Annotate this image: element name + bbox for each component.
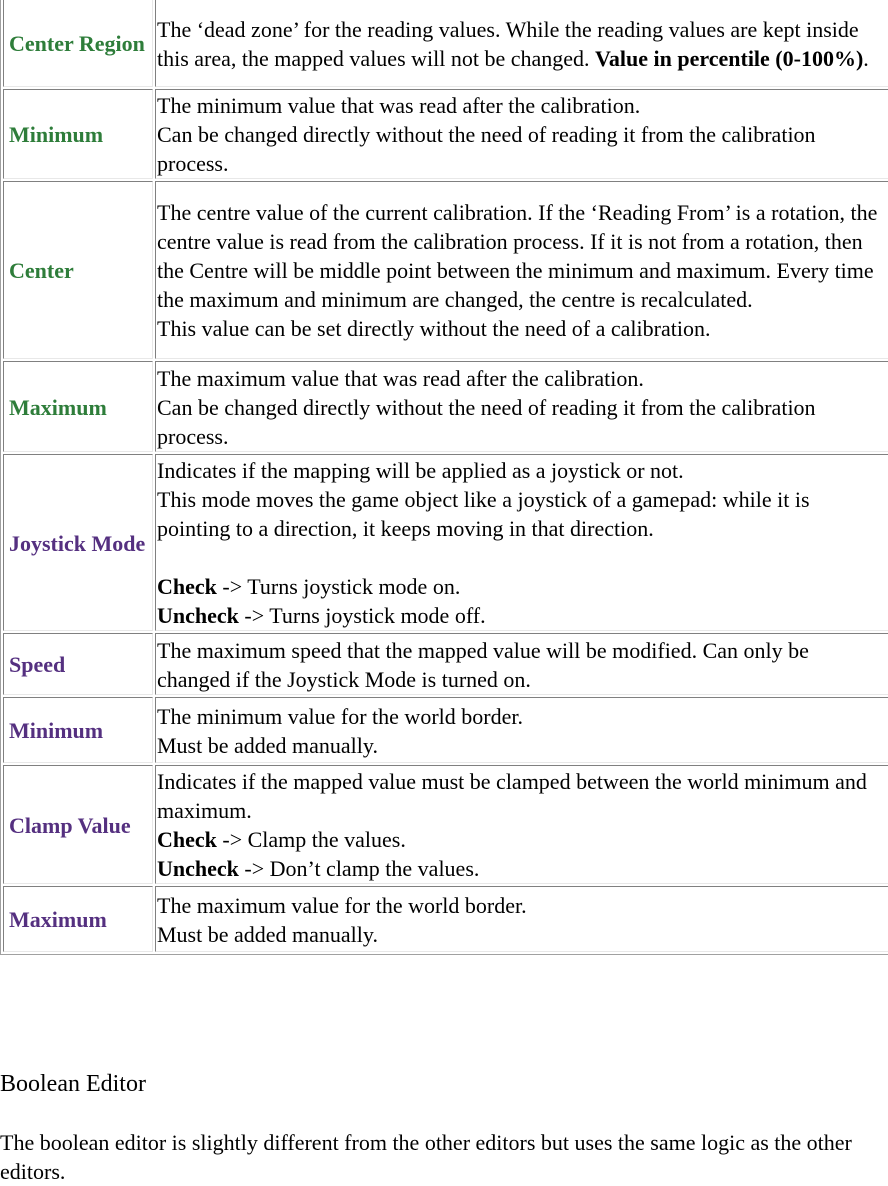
term-joystick-mode: Joystick Mode	[3, 454, 153, 631]
description-maximum	[155, 361, 888, 452]
uncheck-keyword: Uncheck	[157, 856, 239, 881]
check-keyword: Check	[157, 827, 217, 852]
description-text: .	[863, 45, 869, 71]
description-joystick-mode	[155, 454, 888, 631]
table-row	[3, 765, 888, 884]
description-line: Indicates if the mapped value must be clamped between the world minimum and maximum.	[157, 769, 867, 823]
term-minimum: Minimum	[3, 89, 153, 179]
description-line	[157, 825, 884, 854]
term-center-region: Center Region	[3, 0, 153, 87]
term-center: Center	[3, 181, 153, 359]
description-line: Must be added manually.	[157, 732, 378, 758]
description-world-minimum	[155, 697, 888, 763]
table-row	[3, 181, 888, 359]
table-row	[3, 886, 888, 952]
term-speed: Speed	[3, 633, 153, 695]
description-clamp-value	[155, 765, 888, 884]
description-minimum	[155, 89, 888, 179]
term-maximum: Maximum	[3, 361, 153, 452]
table-row	[3, 89, 888, 179]
description-line	[157, 601, 884, 630]
description-text: The ‘dead zone’ for the reading values. While the reading values are kept inside this area, the mapped values will not be changed.	[157, 16, 859, 71]
description-speed	[155, 633, 888, 695]
uncheck-keyword: Uncheck	[157, 603, 239, 628]
section-paragraph: The boolean editor is slightly different from the other editors but uses the same logic as the other editors.	[0, 1130, 852, 1184]
description-center-region	[155, 0, 888, 87]
description-line: The minimum value that was read after the calibration.	[157, 93, 641, 118]
description-line	[157, 572, 884, 601]
paragraph-gap	[157, 543, 884, 572]
description-line: Can be changed directly without the need of reading it from the calibration process.	[157, 122, 816, 176]
description-world-maximum	[155, 886, 888, 952]
description-line: The minimum value for the world border.	[157, 703, 523, 729]
table-row	[3, 633, 888, 695]
description-line: The maximum value that was read after the calibration.	[157, 365, 644, 391]
description-line: Can be changed directly without the need of reading it from the calibration process.	[157, 394, 816, 449]
description-line: The maximum value for the world border.	[157, 892, 527, 918]
table-row	[3, 361, 888, 452]
uncheck-effect: -> Don’t clamp the values.	[238, 856, 480, 881]
description-line: This value can be set directly without the need of a calibration.	[157, 316, 711, 341]
uncheck-effect: -> Turns joystick mode off.	[238, 603, 486, 628]
description-emphasis: Value in percentile (0-100%)	[595, 45, 864, 71]
term-world-minimum: Minimum	[3, 697, 153, 763]
section-heading: Boolean Editor	[0, 1071, 146, 1097]
description-line: Indicates if the mapping will be applied as a joystick or not.	[157, 458, 684, 483]
term-clamp-value: Clamp Value	[3, 765, 153, 884]
description-center	[155, 181, 888, 359]
description-line	[157, 854, 884, 883]
check-effect: -> Clamp the values.	[216, 827, 406, 852]
description-line: The centre value of the current calibration. If the ‘Reading From’ is a rotation, the centre value is read from the calibration process. If it is not from a rotation, then the Centre will be middle point between the minimum and maximum. Every time the maximum and minimum are changed, the centre is recalculated.	[157, 200, 878, 312]
description-line: This mode moves the game object like a joystick of a gamepad: while it is pointing to a direction, it keeps moving in that direction.	[157, 487, 810, 541]
table-row	[3, 454, 888, 631]
description-line: The maximum speed that the mapped value will be modified. Can only be changed if the Joystick Mode is turned on.	[157, 637, 809, 692]
description-line: Must be added manually.	[157, 921, 378, 947]
check-effect: -> Turns joystick mode on.	[216, 574, 461, 599]
table-row	[3, 697, 888, 763]
term-world-maximum: Maximum	[3, 886, 153, 952]
table-row	[3, 0, 888, 87]
check-keyword: Check	[157, 574, 217, 599]
